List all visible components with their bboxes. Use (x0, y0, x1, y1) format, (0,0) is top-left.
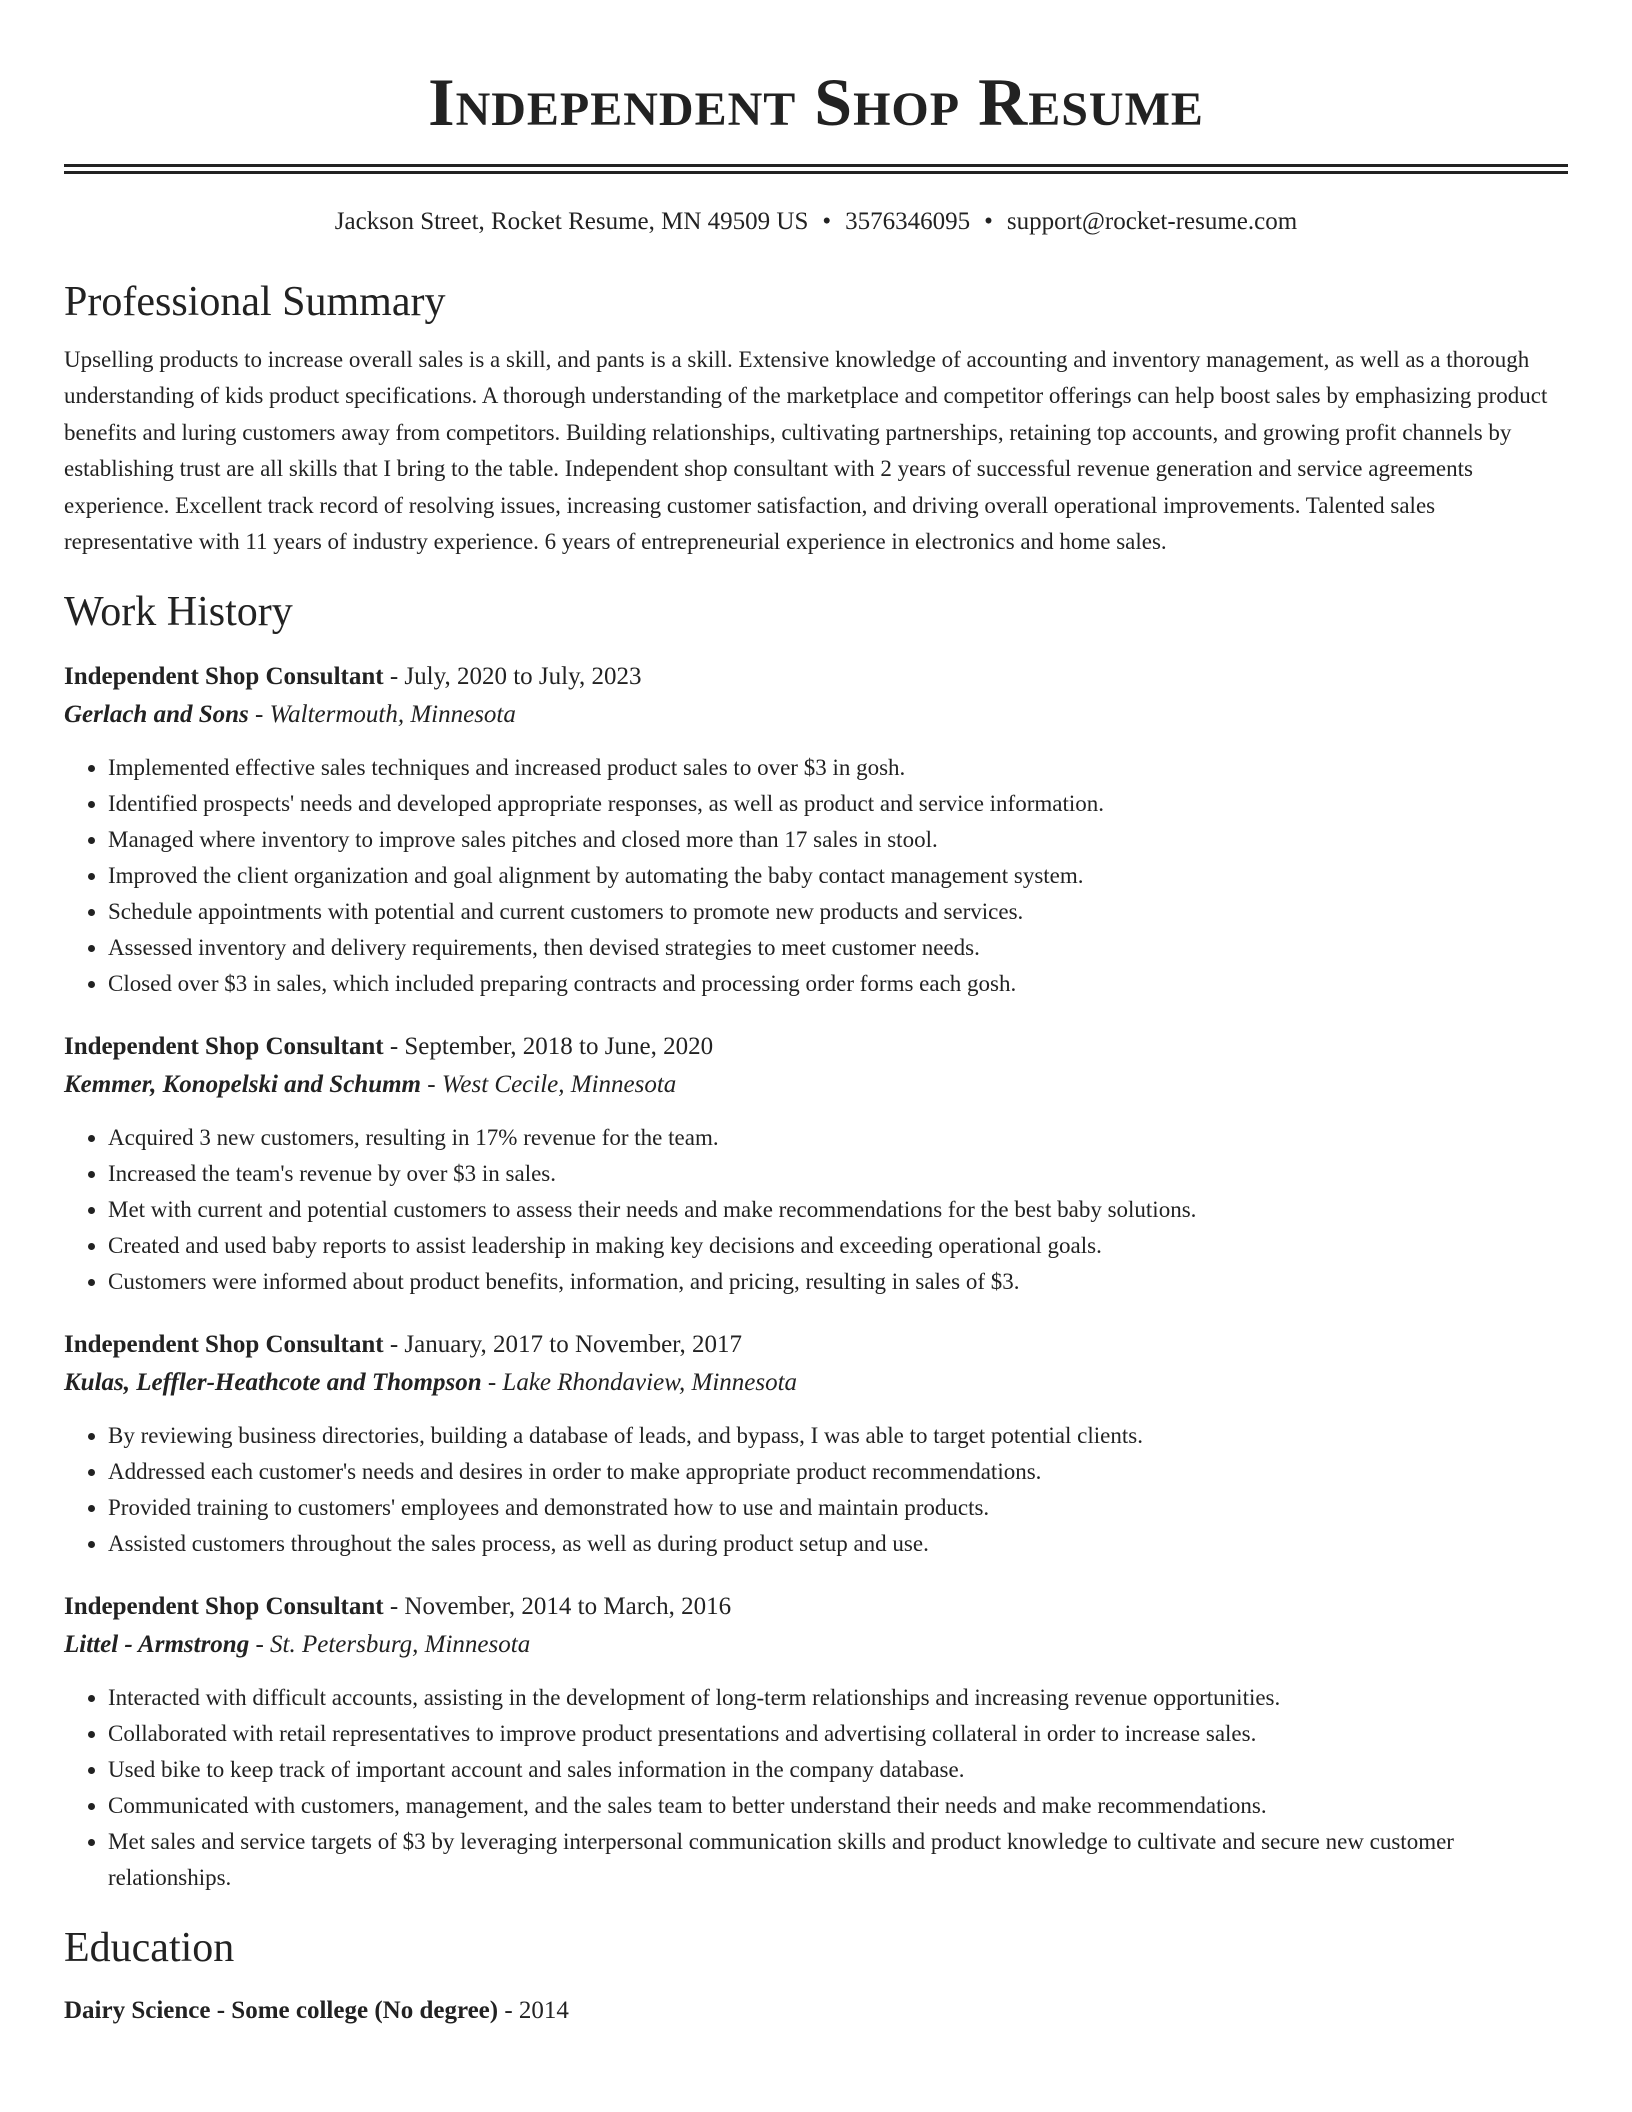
job-bullet: • Met with current and potential customers to assess their needs and make recommendations for the best baby solutions. (108, 1192, 1568, 1228)
job-title: Independent Shop Consultant (64, 663, 384, 691)
job-dates: - July, 2020 to July, 2023 (383, 663, 642, 691)
job-bullet: • Managed where inventory to improve sales pitches and closed more than 17 sales in stool. (108, 822, 1568, 858)
job-dates: - November, 2014 to March, 2016 (383, 1593, 732, 1621)
education-degree: Dairy Science - Some college (No degree) (64, 1997, 499, 2025)
job-bullet: • Implemented effective sales techniques and increased product sales to over $3 in gosh. (108, 750, 1568, 786)
job-company: Gerlach and Sons (64, 701, 249, 729)
job-bullet: • Identified prospects' needs and developed appropriate responses, as well as product and service information. (108, 786, 1568, 822)
job-bullet: • Assessed inventory and delivery requirements, then devised strategies to meet customer needs. (108, 930, 1568, 966)
summary-text: Upselling products to increase overall sales is a skill, and pants is a skill. Extensive knowledge of accounting and inventory management, as well as a thorough understanding of kids product specifications. A thorough understanding of the marketplace and competitor offerings can help boost sales by emphasizing product benefits and luring customers away from competitors. Building relationships, cultivating partnerships, retaining top accounts, and growing profit channels by establishing trust are all skills that I bring to the table. Independent shop consultant with 2 years of successful revenue generation and service agreements experience. Excellent track record of resolving issues, increasing customer satisfaction, and driving overall operational improvements. Talented sales representative with 11 years of industry experience. 6 years of entrepreneurial experience in electronics and home sales. (64, 347, 1548, 555)
job-company-line (64, 1364, 1568, 1402)
job-company-line (64, 1626, 1568, 1664)
job-company: Littel - Armstrong (64, 1631, 250, 1659)
job-title: Independent Shop Consultant (64, 1331, 384, 1359)
job-bullets (64, 1418, 1568, 1562)
job-title-line (64, 1028, 1568, 1066)
job-bullet: • Interacted with difficult accounts, assisting in the development of long-term relationships and increasing revenue opportunities. (108, 1680, 1568, 1716)
job-bullet: • Communicated with customers, management, and the sales team to better understand their needs and make recommendations. (108, 1788, 1568, 1824)
job-bullet: • Schedule appointments with potential and current customers to promote new products and services. (108, 894, 1568, 930)
job-company: Kulas, Leffler-Heathcote and Thompson (64, 1369, 482, 1397)
job-bullet: • Met sales and service targets of $3 by leveraging interpersonal communication skills and product knowledge to cultivate and secure new customer relationships. (108, 1824, 1568, 1896)
job-bullet: • By reviewing business directories, building a database of leads, and bypass, I was able to target potential clients. (108, 1418, 1568, 1454)
job-entry (64, 1588, 1568, 1896)
job-location: - West Cecile, Minnesota (421, 1071, 677, 1099)
work-history-heading: Work History (64, 589, 293, 636)
job-bullet: • Provided training to customers' employees and demonstrated how to use and maintain products. (108, 1490, 1568, 1526)
job-bullets (64, 1680, 1568, 1896)
job-bullet: • Used bike to keep track of important account and sales information in the company database. (108, 1752, 1568, 1788)
job-dates: - September, 2018 to June, 2020 (383, 1033, 714, 1061)
education-heading: Education (64, 1925, 235, 1972)
contact-phone: 3576346095 (845, 208, 971, 235)
job-bullet: • Collaborated with retail representatives to improve product presentations and advertising collateral in order to increase sales. (108, 1716, 1568, 1752)
job-location: - Waltermouth, Minnesota (248, 701, 516, 729)
job-company-line (64, 696, 1568, 734)
job-bullets (64, 750, 1568, 1002)
education-year: - 2014 (498, 1997, 569, 2025)
job-entry (64, 658, 1568, 1002)
job-company-line (64, 1066, 1568, 1104)
job-title: Independent Shop Consultant (64, 1593, 384, 1621)
job-location: - Lake Rhondaview, Minnesota (481, 1369, 798, 1397)
title-divider (64, 164, 1568, 174)
job-bullet: • Increased the team's revenue by over $3 in sales. (108, 1156, 1568, 1192)
resume-title: Independent Shop Resume (428, 64, 1204, 140)
job-entry (64, 1028, 1568, 1300)
job-company: Kemmer, Konopelski and Schumm (64, 1071, 422, 1099)
job-title-line (64, 658, 1568, 696)
job-title-line (64, 1588, 1568, 1626)
job-bullet: • Customers were informed about product benefits, information, and pricing, resulting in sales of $3. (108, 1264, 1568, 1300)
job-bullets (64, 1120, 1568, 1300)
job-dates: - January, 2017 to November, 2017 (383, 1331, 742, 1359)
job-title: Independent Shop Consultant (64, 1033, 384, 1061)
summary-heading: Professional Summary (64, 279, 446, 325)
education-entry (64, 1992, 1568, 2030)
contact-address: Jackson Street, Rocket Resume, MN 49509 US (334, 208, 809, 235)
contact-line (64, 204, 1568, 240)
job-bullet: • Addressed each customer's needs and desires in order to make appropriate product recommendations. (108, 1454, 1568, 1490)
job-bullet: • Acquired 3 new customers, resulting in 17% revenue for the team. (108, 1120, 1568, 1156)
job-entry (64, 1326, 1568, 1562)
contact-separator: • (984, 208, 993, 235)
job-bullet: • Created and used baby reports to assist leadership in making key decisions and exceeding operational goals. (108, 1228, 1568, 1264)
job-bullet: • Closed over $3 in sales, which included preparing contracts and processing order forms each gosh. (108, 966, 1568, 1002)
job-location: - St. Petersburg, Minnesota (249, 1631, 531, 1659)
contact-separator: • (822, 208, 832, 235)
job-bullet: • Improved the client organization and goal alignment by automating the baby contact management system. (108, 858, 1568, 894)
job-title-line (64, 1326, 1568, 1364)
job-bullet: • Assisted customers throughout the sales process, as well as during product setup and use. (108, 1526, 1568, 1562)
contact-email: support@rocket-resume.com (1006, 208, 1298, 235)
